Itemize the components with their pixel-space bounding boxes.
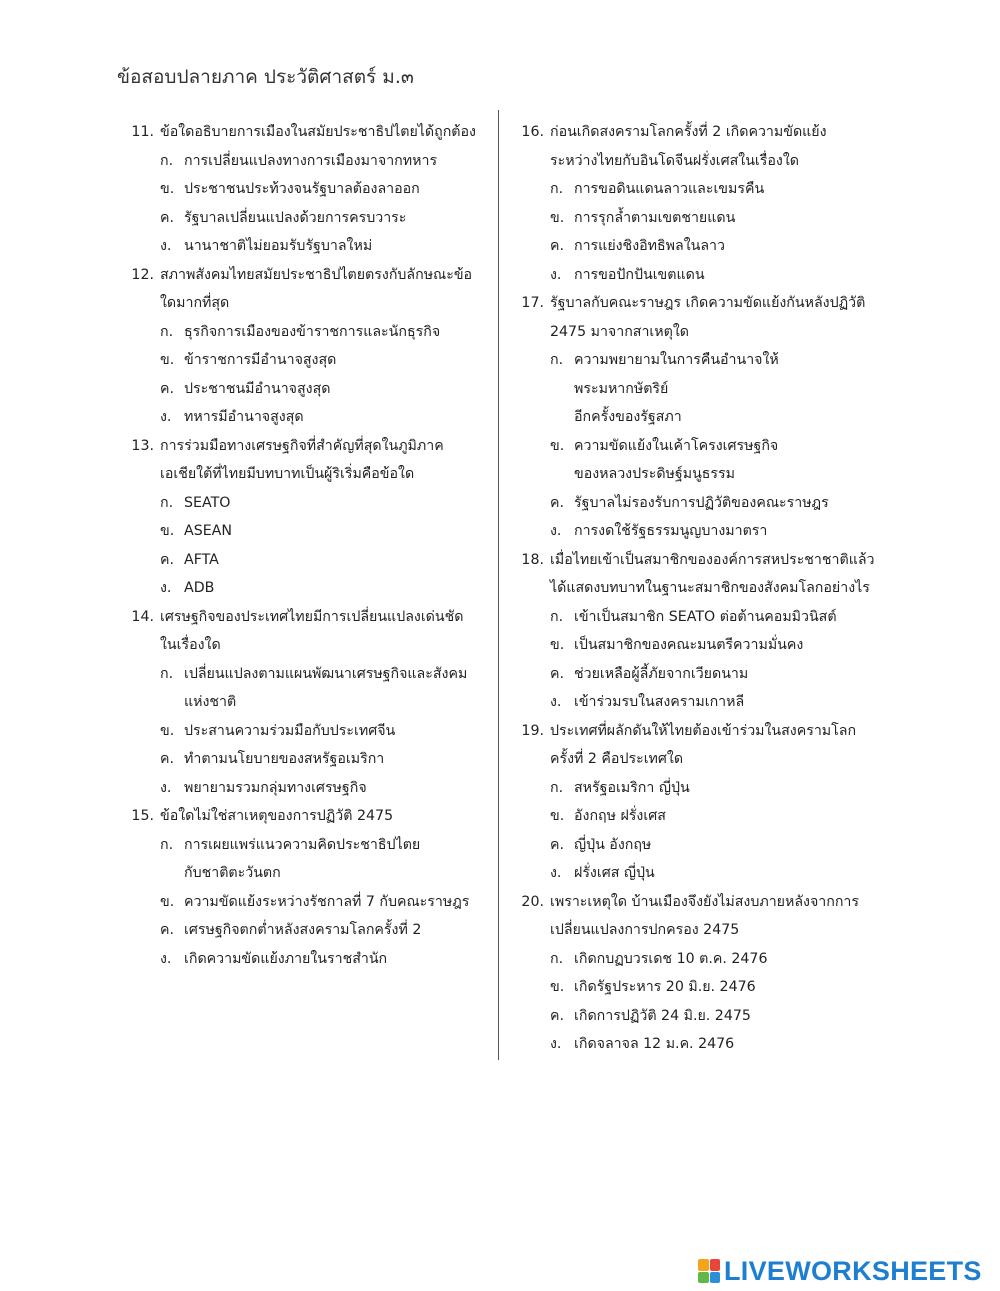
option-label: ง.: [550, 266, 562, 283]
question: [508, 546, 880, 717]
answer-option[interactable]: [508, 774, 880, 803]
question-stem: ในเรื่องใด: [160, 637, 221, 653]
column-divider: [498, 110, 499, 1060]
option-text: พระมหากษัตริย์: [574, 380, 669, 397]
option-label: ง.: [550, 1036, 562, 1052]
question-stem: การร่วมมือทางเศรษฐกิจที่สำคัญที่สุดในภูมิภาค: [160, 437, 444, 454]
answer-option[interactable]: [118, 375, 490, 404]
answer-option[interactable]: [508, 631, 880, 660]
answer-option[interactable]: [118, 574, 490, 603]
option-label: ข.: [550, 437, 565, 454]
question-stem: เพราะเหตุใด บ้านเมืองจึงยังไม่สงบภายหลังจากการ: [550, 893, 860, 910]
answer-option[interactable]: [508, 175, 880, 204]
question-stem-line: [118, 460, 490, 489]
option-label: ข.: [160, 893, 175, 910]
option-text: การขอดินแดนลาวและเขมรคืน: [574, 181, 765, 197]
question: [118, 118, 490, 261]
answer-option[interactable]: [508, 831, 880, 860]
question-number: 16.: [521, 124, 544, 140]
option-text: ประชาชนมีอำนาจสูงสุด: [184, 380, 331, 397]
option-text: ฝรั่งเศส ญี่ปุ่น: [574, 865, 655, 881]
option-label: ข.: [160, 181, 175, 197]
option-text: อีกครั้งของรัฐสภา: [574, 409, 682, 425]
question-stem: เอเชียใต้ที่ไทยมีบทบาทเป็นผู้ริเริ่มคือข้อใด: [160, 466, 415, 482]
option-text: เกิดความขัดแย้งภายในราชสำนัก: [184, 950, 388, 967]
option-label: ก.: [550, 608, 564, 625]
option-label: ค.: [160, 922, 175, 938]
answer-option[interactable]: [118, 774, 490, 803]
option-text: ทำตามนโยบายของสหรัฐอเมริกา: [184, 751, 385, 767]
question-stem: ใดมากที่สุด: [160, 295, 230, 311]
option-label: ก.: [550, 779, 564, 796]
question-column-left: [118, 118, 490, 973]
logo-square: [710, 1259, 721, 1271]
answer-option[interactable]: [118, 916, 490, 945]
question-stem: สภาพสังคมไทยสมัยประชาธิปไตยตรงกับลักษณะข้อ: [160, 266, 473, 283]
option-label: ก.: [550, 181, 564, 197]
option-text: การรุกล้ำตามเขตชายแดน: [574, 209, 736, 226]
option-text: ADB: [184, 580, 215, 596]
question-stem-line: [508, 546, 880, 575]
option-label: ก.: [550, 950, 564, 967]
option-label: ค.: [160, 209, 175, 226]
option-text: การแย่งชิงอิทธิพลในลาว: [574, 238, 725, 254]
option-label: ข.: [160, 523, 175, 539]
page-title: ข้อสอบปลายภาค ประวัติศาสตร์ ม.๓: [117, 66, 414, 88]
answer-option[interactable]: [508, 945, 880, 974]
answer-option[interactable]: [508, 688, 880, 717]
question: [508, 888, 880, 1059]
option-label: ค.: [550, 1007, 565, 1024]
answer-option[interactable]: [118, 688, 490, 717]
answer-option[interactable]: [118, 717, 490, 746]
question-number: 13.: [131, 437, 154, 454]
question-number: 18.: [521, 551, 544, 568]
liveworksheets-logo[interactable]: [698, 1257, 982, 1285]
option-text: แห่งชาติ: [184, 694, 237, 710]
answer-option[interactable]: [118, 147, 490, 176]
answer-option[interactable]: [508, 460, 880, 489]
option-label: ง.: [160, 580, 172, 596]
question-stem-line: [508, 717, 880, 746]
answer-option[interactable]: [118, 745, 490, 774]
option-text: การขอปักปันเขตแดน: [574, 266, 705, 283]
question-stem: ประเทศที่ผลักดันให้ไทยต้องเข้าร่วมในสงครามโลก: [550, 722, 857, 739]
option-label: ง.: [550, 694, 562, 710]
option-text: SEATO: [184, 494, 231, 511]
logo-square: [698, 1272, 709, 1284]
answer-option[interactable]: [118, 403, 490, 432]
question: [118, 261, 490, 432]
question-number: 15.: [131, 808, 154, 824]
option-text: การเปลี่ยนแปลงทางการเมืองมาจากทหาร: [184, 152, 438, 169]
question-stem-line: [118, 118, 490, 147]
option-text: นานาชาติไม่ยอมรับรัฐบาลใหม่: [184, 238, 373, 254]
option-label: ค.: [550, 238, 565, 254]
option-text: พยายามรวมกลุ่มทางเศรษฐกิจ: [184, 779, 367, 796]
option-label: ก.: [550, 352, 564, 368]
answer-option[interactable]: [118, 489, 490, 518]
option-text: เกิดจลาจล 12 ม.ค. 2476: [574, 1036, 735, 1052]
answer-option[interactable]: [508, 403, 880, 432]
option-text: ความขัดแย้งระหว่างรัชกาลที่ 7 กับคณะราษฎร: [184, 893, 470, 910]
question-stem: ระหว่างไทยกับอินโดจีนฝรั่งเศสในเรื่องใด: [550, 152, 799, 169]
answer-option[interactable]: [118, 204, 490, 233]
question-stem: ครั้งที่ 2 คือประเทศใด: [550, 751, 684, 767]
option-label: ข.: [550, 808, 565, 824]
answer-option[interactable]: [118, 175, 490, 204]
question-stem: 2475 มาจากสาเหตุใด: [550, 323, 689, 340]
option-label: ง.: [160, 238, 172, 254]
question-stem-line: [508, 574, 880, 603]
option-text: รัฐบาลไม่รองรับการปฏิวัติของคณะราษฎร: [574, 494, 829, 511]
liveworksheets-logo-icon: [698, 1259, 720, 1283]
answer-option[interactable]: [118, 945, 490, 974]
question-stem-line: [118, 603, 490, 632]
question-stem: รัฐบาลกับคณะราษฎร เกิดความขัดแย้งกันหลังปฏิวัติ: [550, 295, 866, 311]
option-label: ข.: [550, 979, 565, 995]
answer-option[interactable]: [508, 603, 880, 632]
option-text: ธุรกิจการเมืองของข้าราชการและนักธุรกิจ: [184, 323, 441, 340]
question-stem-line: [508, 147, 880, 176]
question: [508, 118, 880, 289]
question-number: 20.: [521, 893, 544, 910]
answer-option[interactable]: [508, 660, 880, 689]
option-label: ง.: [550, 523, 562, 539]
option-label: ง.: [550, 865, 562, 881]
option-label: ง.: [160, 779, 172, 796]
option-text: ข้าราชการมีอำนาจสูงสุด: [184, 352, 337, 368]
option-label: ค.: [550, 494, 565, 511]
option-text: เป็นสมาชิกของคณะมนตรีความมั่นคง: [574, 637, 804, 653]
answer-option[interactable]: [118, 346, 490, 375]
answer-option[interactable]: [508, 859, 880, 888]
question-number: 11.: [131, 124, 154, 140]
logo-square: [710, 1272, 721, 1284]
option-text: การงดใช้รัฐธรรมนูญบางมาตรา: [574, 523, 768, 539]
question-stem: ก่อนเกิดสงครามโลกครั้งที่ 2 เกิดความขัดแย้ง: [550, 124, 827, 140]
option-text: ญี่ปุ่น อังกฤษ: [574, 836, 652, 853]
option-label: ค.: [550, 665, 565, 682]
answer-option[interactable]: [118, 232, 490, 261]
option-label: ค.: [160, 551, 175, 568]
question-stem-line: [118, 289, 490, 318]
answer-option[interactable]: [118, 660, 490, 689]
answer-option[interactable]: [508, 1030, 880, 1059]
option-text: AFTA: [184, 551, 219, 568]
option-text: ความพยายามในการคืนอำนาจให้: [574, 352, 779, 368]
option-text: เข้าร่วมรบในสงครามเกาหลี: [574, 694, 745, 710]
answer-option[interactable]: [118, 831, 490, 860]
option-text: เข้าเป็นสมาชิก SEATO ต่อต้านคอมมิวนิสต์: [574, 608, 837, 625]
question-stem-line: [508, 318, 880, 347]
option-label: ก.: [160, 836, 174, 853]
question-stem: เศรษฐกิจของประเทศไทยมีการเปลี่ยนแปลงเด่นชัด: [160, 608, 464, 625]
question-column-right: [508, 118, 880, 1059]
question-stem: เมื่อไทยเข้าเป็นสมาชิกขององค์การสหประชาชาติแล้ว: [550, 551, 875, 568]
answer-option[interactable]: [118, 546, 490, 575]
option-text: เกิดรัฐประหาร 20 มิ.ย. 2476: [574, 979, 756, 995]
question: [118, 432, 490, 603]
option-label: ข.: [550, 637, 565, 653]
option-text: เกิดการปฏิวัติ 24 มิ.ย. 2475: [574, 1007, 751, 1024]
option-text: รัฐบาลเปลี่ยนแปลงด้วยการครบวาระ: [184, 209, 407, 226]
answer-option[interactable]: [508, 489, 880, 518]
option-text: ประสานความร่วมมือกับประเทศจีน: [184, 722, 396, 739]
answer-option[interactable]: [508, 517, 880, 546]
option-text: ประชาชนประท้วงจนรัฐบาลต้องลาออก: [184, 181, 420, 197]
answer-option[interactable]: [508, 261, 880, 290]
answer-option[interactable]: [508, 375, 880, 404]
question-stem: ได้แสดงบทบาทในฐานะสมาชิกของสังคมโลกอย่างไร: [550, 580, 870, 596]
question-stem-line: [508, 745, 880, 774]
answer-option[interactable]: [508, 232, 880, 261]
option-text: กับชาติตะวันตก: [184, 865, 281, 881]
question-stem-line: [118, 802, 490, 831]
question-stem-line: [118, 432, 490, 461]
answer-option[interactable]: [508, 802, 880, 831]
question-stem-line: [508, 888, 880, 917]
answer-option[interactable]: [508, 432, 880, 461]
option-text: อังกฤษ ฝรั่งเศส: [574, 808, 666, 824]
option-text: เกิดกบฏบวรเดช 10 ต.ค. 2476: [574, 950, 768, 967]
option-label: ง.: [160, 409, 172, 425]
question-stem-line: [118, 631, 490, 660]
answer-option[interactable]: [118, 859, 490, 888]
option-label: ก.: [160, 494, 174, 511]
option-text: ASEAN: [184, 523, 232, 539]
option-text: ของหลวงประดิษฐ์มนูธรรม: [574, 466, 736, 482]
option-text: เปลี่ยนแปลงตามแผนพัฒนาเศรษฐกิจและสังคม: [184, 665, 468, 682]
question: [508, 289, 880, 546]
question-number: 17.: [521, 295, 544, 311]
option-label: ก.: [160, 152, 174, 169]
option-label: ค.: [550, 836, 565, 853]
option-label: ค.: [160, 751, 175, 767]
option-label: ค.: [160, 380, 175, 397]
question-stem: ข้อใดอธิบายการเมืองในสมัยประชาธิปไตยได้ถูกต้อง: [160, 124, 476, 140]
question-stem-line: [118, 261, 490, 290]
answer-option[interactable]: [508, 346, 880, 375]
answer-option[interactable]: [118, 517, 490, 546]
option-text: การเผยแพร่แนวความคิดประชาธิปไตย: [184, 836, 421, 853]
logo-square: [698, 1259, 709, 1271]
question-stem: เปลี่ยนแปลงการปกครอง 2475: [550, 922, 740, 938]
option-text: สหรัฐอเมริกา ญี่ปุ่น: [574, 779, 690, 796]
option-text: ความขัดแย้งในเค้าโครงเศรษฐกิจ: [574, 437, 779, 454]
question-stem-line: [508, 118, 880, 147]
question: [118, 802, 490, 973]
question-number: 14.: [131, 608, 154, 625]
question-stem-line: [508, 916, 880, 945]
question-number: 12.: [131, 266, 154, 283]
answer-option[interactable]: [508, 973, 880, 1002]
option-label: ก.: [160, 323, 174, 340]
answer-option[interactable]: [508, 204, 880, 233]
option-label: ง.: [160, 950, 172, 967]
brand-text: LIVEWORKSHEETS: [724, 1255, 982, 1286]
question: [508, 717, 880, 888]
answer-option[interactable]: [508, 1002, 880, 1031]
answer-option[interactable]: [118, 318, 490, 347]
option-text: ช่วยเหลือผู้ลี้ภัยจากเวียดนาม: [574, 665, 749, 682]
question-number: 19.: [521, 722, 544, 739]
question-stem-line: [508, 289, 880, 318]
option-label: ก.: [160, 665, 174, 682]
question: [118, 603, 490, 803]
option-label: ข.: [550, 209, 565, 226]
option-text: เศรษฐกิจตกต่ำหลังสงครามโลกครั้งที่ 2: [184, 922, 422, 938]
option-text: ทหารมีอำนาจสูงสุด: [184, 409, 304, 425]
option-label: ข.: [160, 352, 175, 368]
option-label: ข.: [160, 722, 175, 739]
answer-option[interactable]: [118, 888, 490, 917]
question-stem: ข้อใดไม่ใช่สาเหตุของการปฏิวัติ 2475: [160, 808, 394, 824]
